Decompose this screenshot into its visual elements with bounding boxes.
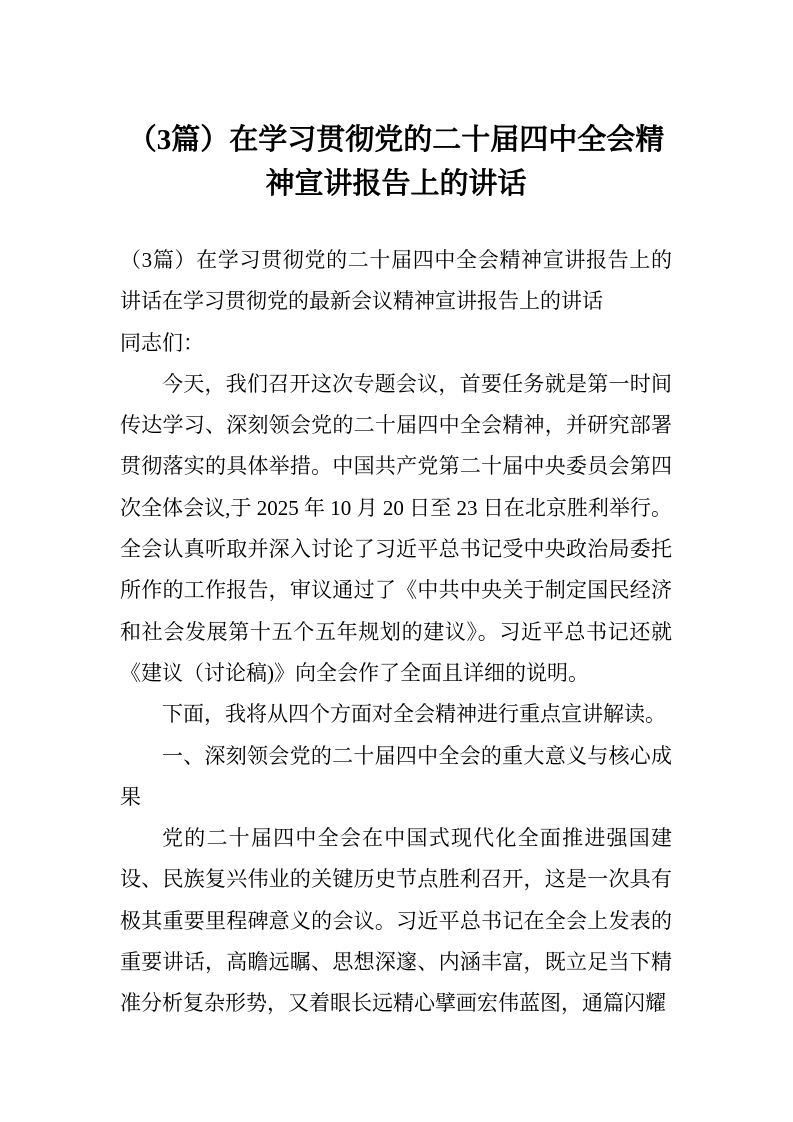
paragraph-transition: 下面，我将从四个方面对全会精神进行重点宣讲解读。 [162,702,666,727]
paragraph-subtitle: （3篇）在学习贯彻党的二十届四中全会精神宣讲报告上的讲话在学习贯彻党的最新会议精神宣讲报告上的讲话 [120,248,672,314]
paragraph-salutation: 同志们： [120,330,204,355]
paragraph-opening: 今天，我们召开这次专题会议，首要任务就是第一时间传达学习、深刻领会党的二十届四中全会精神，并研究部署贯彻落实的具体举措。中国共产党第二十届中央委员会第四次全体会议,于 2025 年 10 月 20 日至 23 日在北京胜利举行。全会认真听取并深入讨论了习近平总书记受中央政治局委托所作的工作报告，审议通过了《中共中央关于制定国民经济和社会发展第十五个五年规划的建议》。习近平总书记还就《建议（讨论稿)》向全会作了全面且详细的说明。 [120,371,672,685]
section-heading-one: 一、深刻领会党的二十届四中全会的重大意义与核心成果 [120,743,672,809]
paragraph-section-one-body: 党的二十届四中全会在中国式现代化全面推进强国建设、民族复兴伟业的关键历史节点胜利召开，这是一次具有极其重要里程碑意义的会议。习近平总书记在全会上发表的重要讲话，高瞻远瞩、思想深邃、内涵丰富，既立足当下精准分析复杂形势，又着眼长远精心擘画宏伟蓝图，通篇闪耀 [120,826,672,1016]
document-body [120,240,672,1025]
document-title: （3篇）在学习贯彻党的二十届四中全会精神宣讲报告上的讲话 [127,124,665,200]
